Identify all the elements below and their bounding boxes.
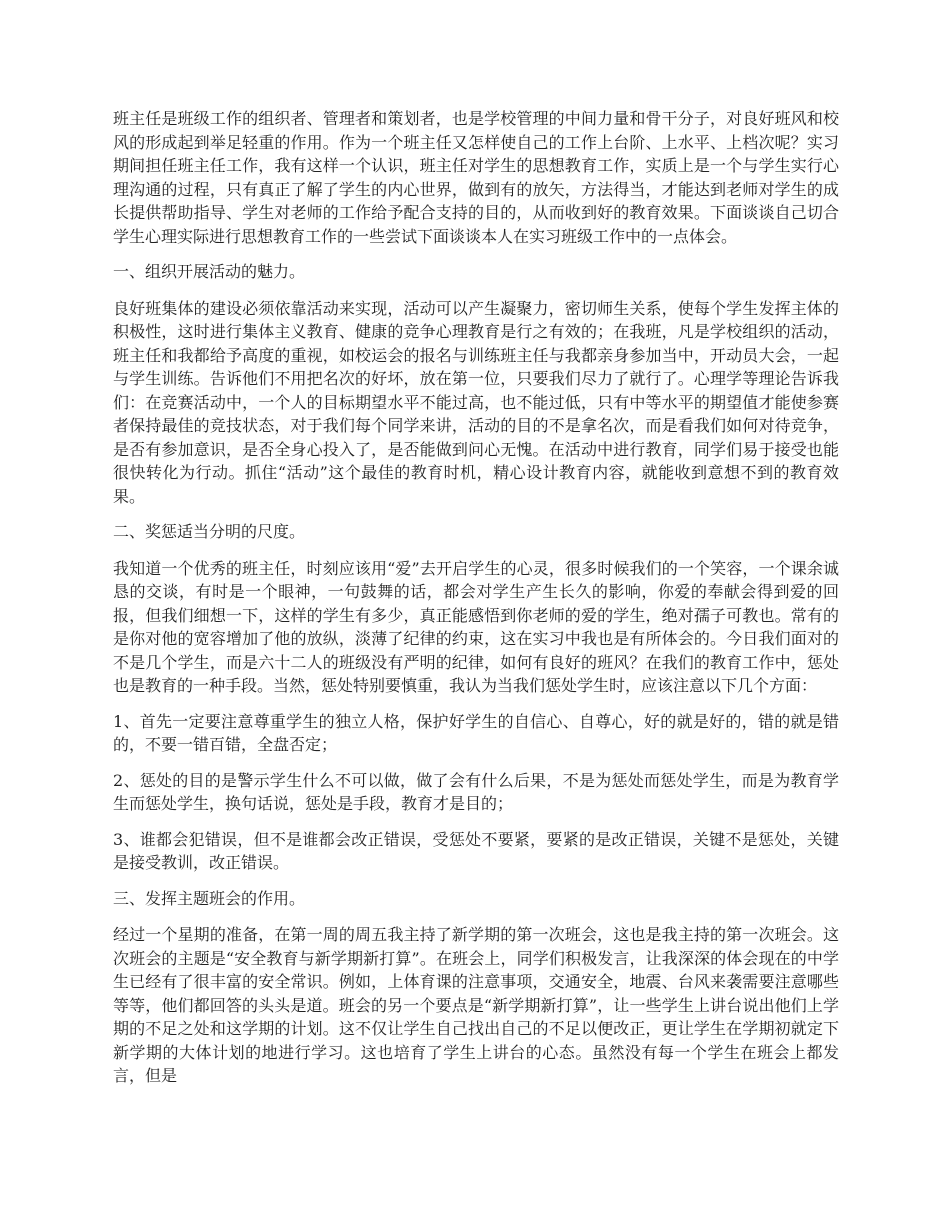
section-2-paragraph: 我知道一个优秀的班主任，时刻应该用“爱”去开启学生的心灵，很多时候我们的一个笑容，一个课余诚恳的交谈，有时是一个眼神，一句鼓舞的话，都会对学生产生长久的影响，你爱的奉献会得到爱的回报，但我们细想一下，这样的学生有多少，真正能感悟到你老师的爱的学生，绝对孺子可教也。常有的是你对他的宽容增加了他的放纵，淡薄了纪律的约束，这在实习中我也是有所体会的。今日我们面对的不是几个学生，而是六十二人的班级没有严明的纪律，如何有良好的班风？在我们的教育工作中，惩处也是教育的一种手段。当然，惩处特别要慎重，我认为当我们惩处学生时，应该注意以下几个方面： [113, 558, 839, 695]
intro-paragraph: 班主任是班级工作的组织者、管理者和策划者，也是学校管理的中间力量和骨干分子，对良好班风和校风的形成起到举足轻重的作用。作为一个班主任又怎样使自己的工作上台阶、上水平、上档次呢？实习期间担任班主任工作，我有这样一个认识，班主任对学生的思想教育工作，实质上是一个与学生实行心理沟通的过程，只有真正了解了学生的内心世界，做到有的放矢，方法得当，才能达到老师对学生的成长提供帮助指导、学生对老师的工作给予配合支持的目的，从而收到好的教育效果。下面谈谈自己切合学生心理实际进行思想教育工作的一些尝试下面谈谈本人在实习班级工作中的一点体会。 [113, 109, 839, 246]
section-3-paragraph: 经过一个星期的准备，在第一周的周五我主持了新学期的第一次班会，这也是我主持的第一次班会。这次班会的主题是“安全教育与新学期新打算”。在班会上，同学们积极发言，让我深深的体会现在的中学生已经有了很丰富的安全常识。例如，上体育课的注意事项，交通安全，地震、台风来袭需要注意哪些等等，他们都回答的头头是道。班会的另一个要点是“新学期新打算”，让一些学生上讲台说出他们上学期的不足之处和这学期的计划。这不仅让学生自己找出自己的不足以便改正，更让学生在学期初就定下新学期的大体计划的地进行学习。这也培育了学生上讲台的心态。虽然没有每一个学生在班会上都发言，但是 [113, 925, 839, 1085]
list-item-3: 3、谁都会犯错误，但不是谁都会改正错误，受惩处不要紧，要紧的是改正错误，关键不是惩处，关键是接受教训，改正错误。 [113, 829, 839, 872]
section-heading-2: 二、奖惩适当分明的尺度。 [113, 522, 306, 541]
list-item-2: 2、惩处的目的是警示学生什么不可以做，做了会有什么后果，不是为惩处而惩处学生，而是为教育学生而惩处学生，换句话说，惩处是手段，教育才是目的； [113, 770, 839, 813]
list-item-1: 1、首先一定要注意尊重学生的独立人格，保护好学生的自信心、自尊心，好的就是好的，错的就是错的，不要一错百错，全盘否定； [113, 711, 839, 754]
document-body [113, 107, 839, 1100]
section-1-paragraph: 良好班集体的建设必须依靠活动来实现，活动可以产生凝聚力，密切师生关系，使每个学生发挥主体的积极性，这时进行集体主义教育、健康的竞争心理教育是行之有效的；在我班，凡是学校组织的活动，班主任和我都给予高度的重视，如校运会的报名与训练班主任与我都亲身参加当中，开动员大会，一起与学生训练。告诉他们不用把名次的好坏，放在第一位，只要我们尽力了就行了。心理学等理论告诉我们：在竞赛活动中，一个人的目标期望水平不能过高，也不能过低，只有中等水平的期望值才能使参赛者保持最佳的竞技状态，对于我们每个同学来讲，活动的目的不是拿名次，而是看我们如何对待竞争，是否有参加意识，是否全身心投入了，是否能做到问心无愧。在活动中进行教育，同学们易于接受也能很快转化为行动。抓住“活动”这个最佳的教育时机，精心设计教育内容，就能收到意想不到的教育效果。 [113, 298, 839, 506]
section-heading-1: 一、组织开展活动的魅力。 [113, 262, 306, 281]
section-heading-3: 三、发挥主题班会的作用。 [113, 888, 306, 908]
